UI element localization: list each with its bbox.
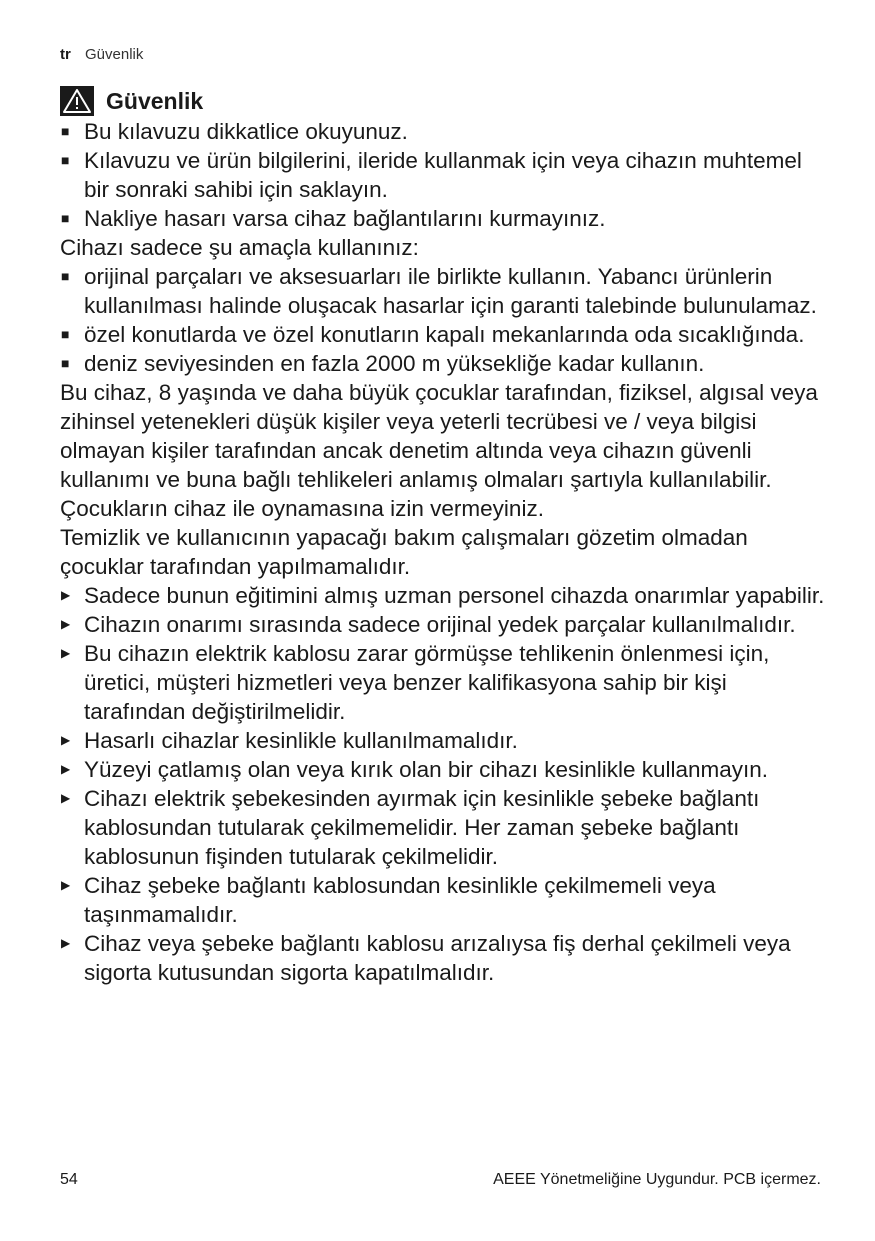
paragraph: Çocukların cihaz ile oynamasına izin vermeyiniz. <box>60 496 544 521</box>
footer-note: AEEE Yönetmeliğine Uygundur. PCB içermez. <box>493 1171 821 1188</box>
arrow-bullet-icon: ▶ <box>61 878 71 892</box>
instruction-item: ▶ Hasarlı cihazlar kesinlikle kullanılmamalıdır. <box>61 728 518 753</box>
list-item: ■ orijinal parçaları ve aksesuarları ile birlikte kullanın. Yabancı ürünlerin kullanılması halinde oluşacak hasarlar için garanti talebinde bulunulamaz. <box>61 264 817 318</box>
instruction-item: ▶ Cihaz veya şebeke bağlantı kablosu arızalıysa fiş derhal çekilmeli veya sigorta kutusundan sigorta kapatılmalıdır. <box>61 931 791 985</box>
list-item: ■ Bu kılavuzu dikkatlice okuyunuz. <box>61 119 408 144</box>
arrow-bullet-icon: ▶ <box>61 936 71 950</box>
list-item: ■ Kılavuzu ve ürün bilgilerini, ileride kullanmak için veya cihazın muhtemel bir sonraki sahibi için saklayın. <box>61 148 802 202</box>
intended-use-list <box>60 262 830 378</box>
instruction-item: ▶ Bu cihazın elektrik kablosu zarar görmüşse tehlikenin önlenmesi için, üretici, müşteri hizmetleri veya benzer kalifikasyona sahip bir kişi tarafından değiştirilmelidir. <box>61 641 770 724</box>
instruction-item: ▶ Cihazı elektrik şebekesinden ayırmak için kesinlikle şebeke bağlantı kablosundan tutularak çekilmemelidir. Her zaman şebeke bağlantı kablosunun fişinden tutularak çekilmelidir. <box>61 786 760 869</box>
arrow-bullet-icon: ▶ <box>61 617 71 631</box>
instruction-item: ▶ Cihaz şebeke bağlantı kablosundan kesinlikle çekilmemeli veya taşınmamalıdır. <box>61 873 716 927</box>
section-title-text: Güvenlik <box>106 87 204 114</box>
paragraph: Bu cihaz, 8 yaşında ve daha büyük çocuklar tarafından, fiziksel, algısal veya zihinsel yetenekleri düşük kişiler veya yeterli tecrübesi ve / veya bilgisi olmayan kişiler tarafından ancak denetim altında veya cihazın güvenli kullanımı ve buna bağlı tehlikeleri anlamış olmaları şartıyla kullanılabilir. <box>60 380 818 492</box>
language-code: tr <box>60 46 71 63</box>
section-title <box>60 86 830 116</box>
square-bullet-icon: ■ <box>61 326 70 342</box>
page-number: 54 <box>60 1171 78 1188</box>
arrow-bullet-icon: ▶ <box>61 733 71 747</box>
arrow-bullet-icon: ▶ <box>61 646 71 660</box>
square-bullet-icon: ■ <box>61 123 70 139</box>
square-bullet-icon: ■ <box>61 152 70 168</box>
paragraph: Temizlik ve kullanıcının yapacağı bakım çalışmaları gözetim olmadan çocuklar tarafından yapılmamalıdır. <box>60 525 748 579</box>
list-item: ■ özel konutlarda ve özel konutların kapalı mekanlarında oda sıcaklığında. <box>61 322 805 347</box>
instruction-item: ▶ Yüzeyi çatlamış olan veya kırık olan bir cihazı kesinlikle kullanmayın. <box>61 757 769 782</box>
instruction-item: ▶ Sadece bunun eğitimini almış uzman personel cihazda onarımlar yapabilir. <box>61 583 825 608</box>
general-list <box>60 117 830 233</box>
square-bullet-icon: ■ <box>61 355 70 371</box>
instruction-list <box>60 581 830 987</box>
page-header <box>60 46 143 63</box>
square-bullet-icon: ■ <box>61 268 70 284</box>
list-item: ■ deniz seviyesinden en fazla 2000 m yüksekliğe kadar kullanın. <box>61 351 705 376</box>
header-section: Güvenlik <box>85 46 144 63</box>
arrow-bullet-icon: ▶ <box>61 588 71 602</box>
warning-triangle-icon <box>60 86 94 116</box>
square-bullet-icon: ■ <box>61 210 70 226</box>
arrow-bullet-icon: ▶ <box>61 762 71 776</box>
arrow-bullet-icon: ▶ <box>61 791 71 805</box>
safety-section <box>60 86 830 987</box>
intended-use-intro: Cihazı sadece şu amaçla kullanınız: <box>60 235 419 260</box>
list-item: ■ Nakliye hasarı varsa cihaz bağlantılarını kurmayınız. <box>61 206 606 231</box>
instruction-item: ▶ Cihazın onarımı sırasında sadece orijinal yedek parçalar kullanılmalıdır. <box>61 612 796 637</box>
